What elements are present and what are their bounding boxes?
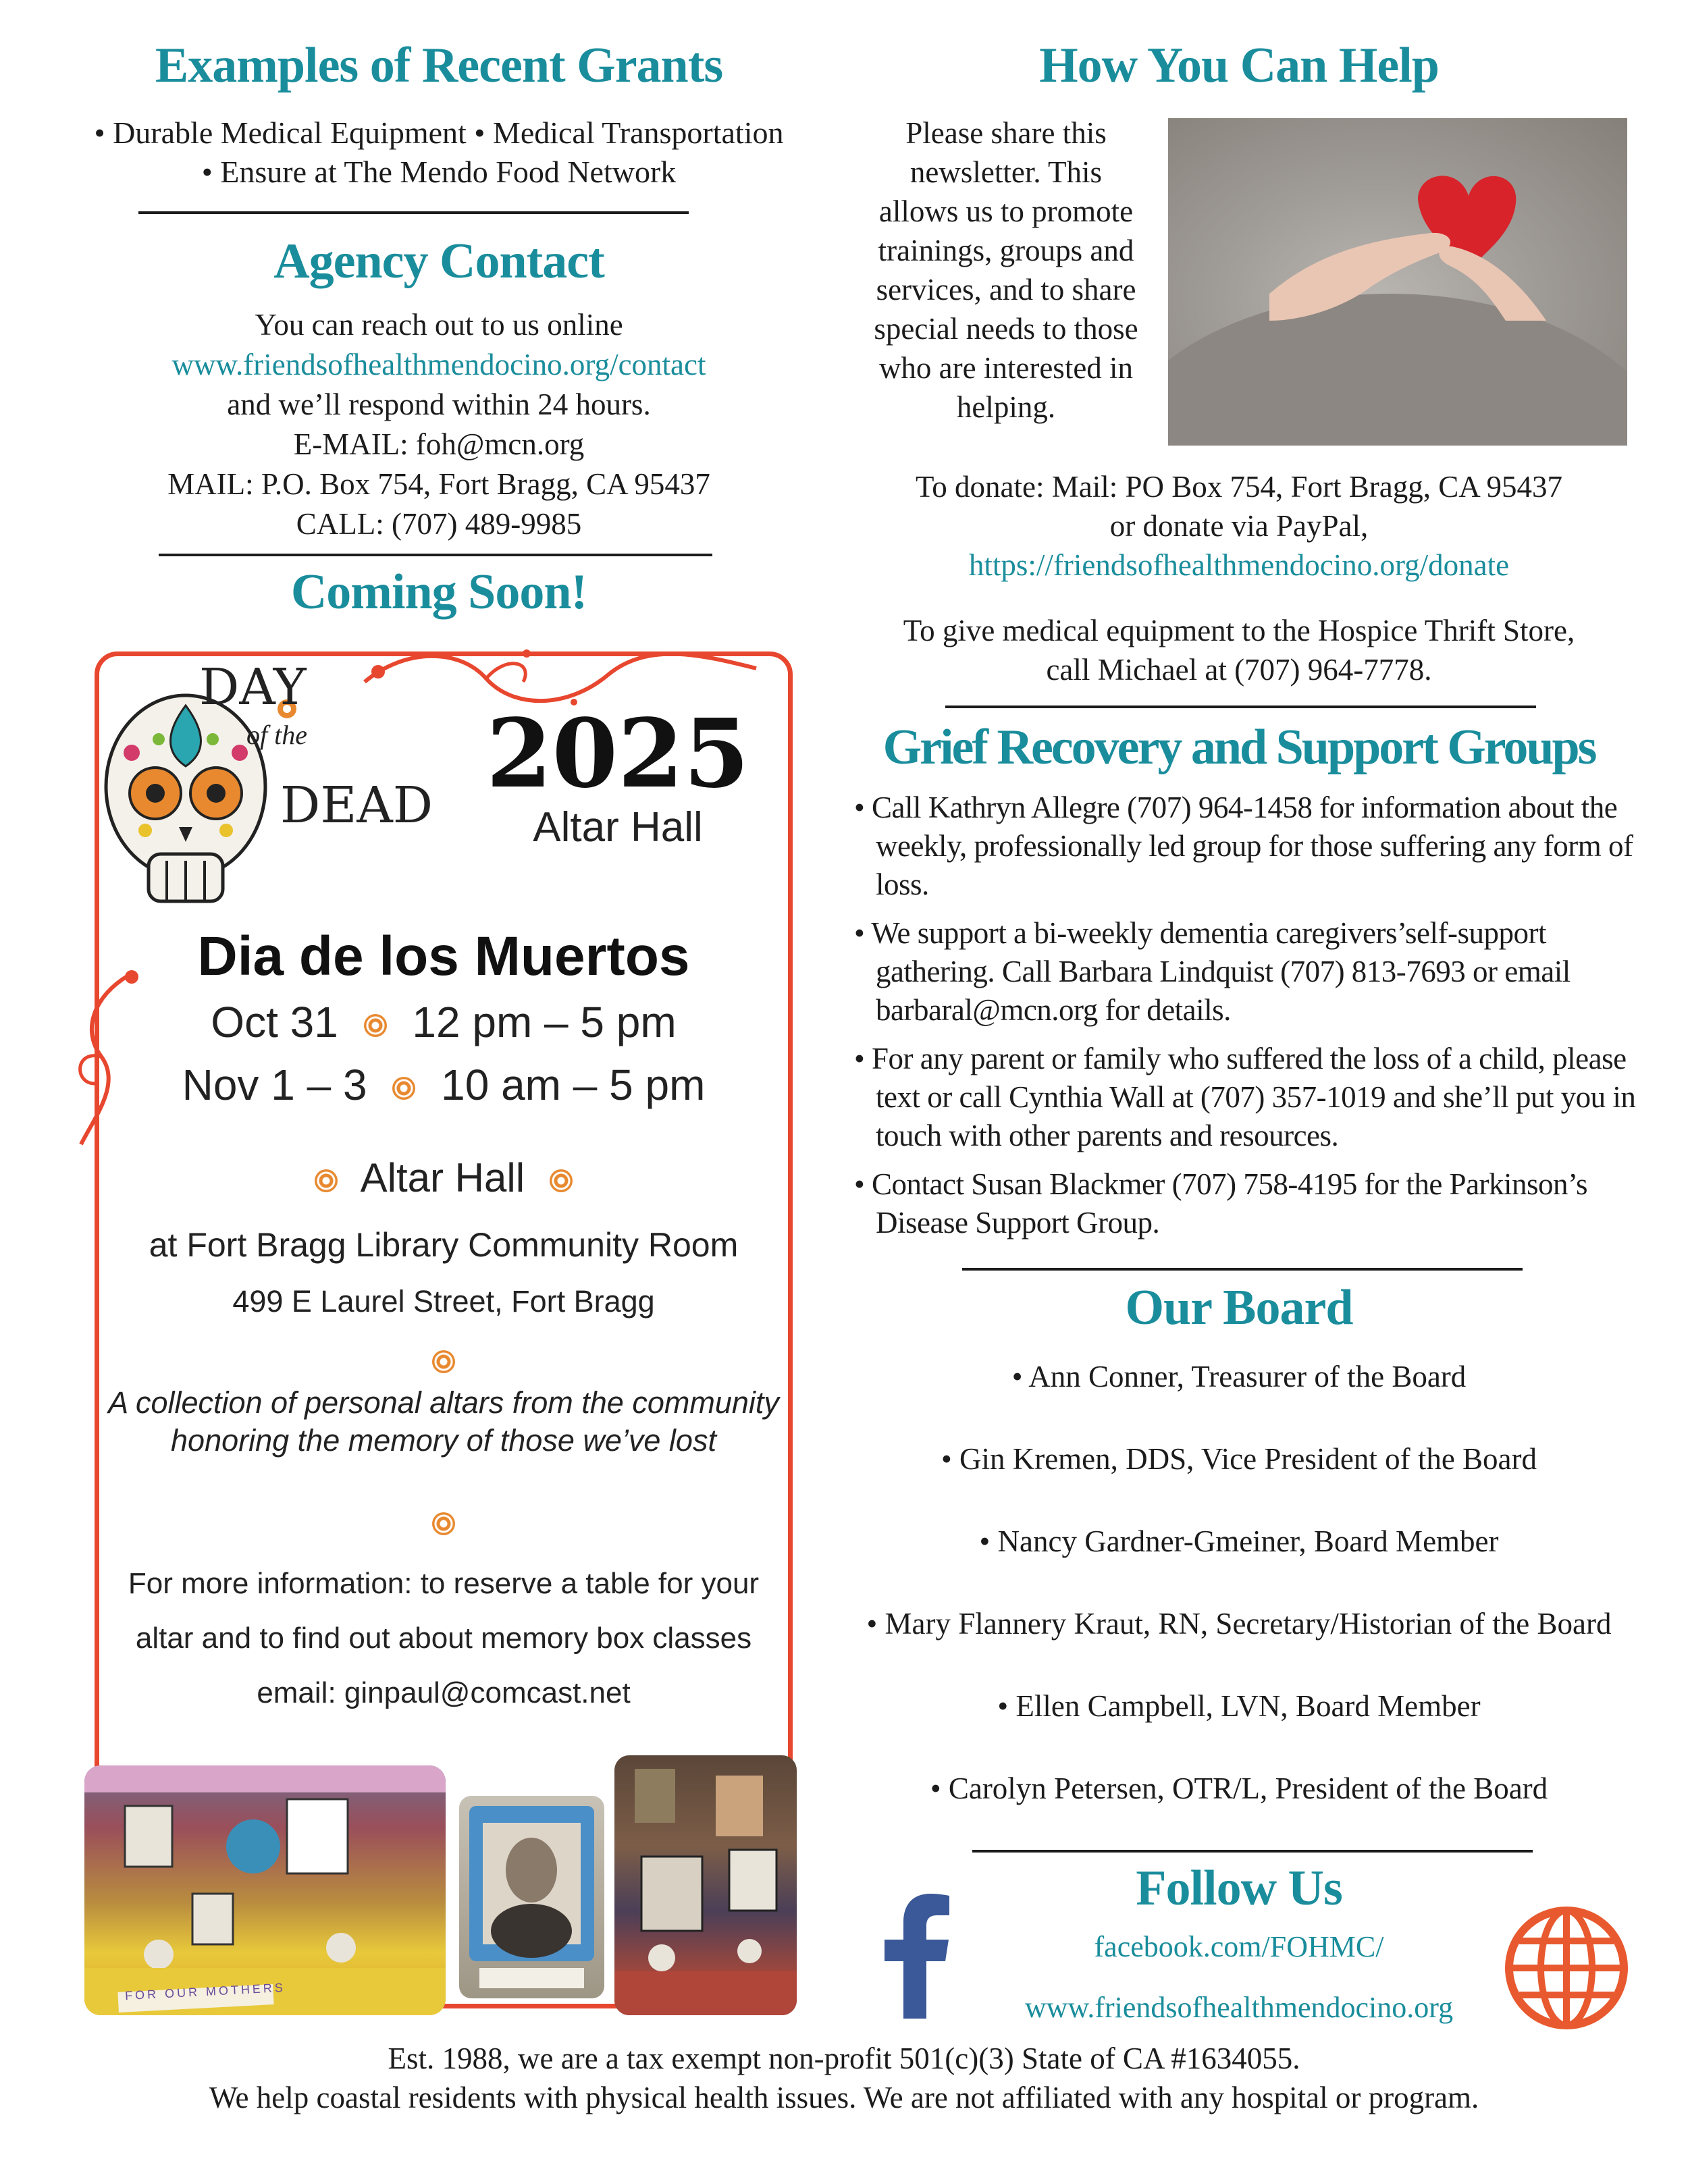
footer xyxy=(0,2039,1688,2117)
altar-photo xyxy=(614,1755,797,2015)
event-date: Nov 1 – 3 xyxy=(182,1061,367,1109)
grants-title: Examples of Recent Grants xyxy=(155,38,723,93)
event-time: 12 pm – 5 pm xyxy=(412,998,677,1046)
board-member: • Ellen Campbell, LVN, Board Member xyxy=(997,1689,1481,1723)
help-text xyxy=(851,113,1161,427)
event-time: 10 am – 5 pm xyxy=(441,1061,706,1109)
footer-line: We help coastal residents with physical health issues. We are not affiliated with any hospital or program. xyxy=(209,2081,1479,2114)
event-venue: at Fort Bragg Library Community Room xyxy=(149,1226,739,1264)
event-description-line: honoring the memory of those we’ve lost xyxy=(171,1423,716,1458)
sunburst-icon xyxy=(315,1169,338,1192)
board-member: • Ann Conner, Treasurer of the Board xyxy=(1011,1360,1467,1393)
sunburst-icon xyxy=(392,1077,415,1100)
donate-link[interactable]: https://friendsofhealthmendocino.org/donate xyxy=(968,548,1510,582)
grief-title: Grief Recovery and Support Groups xyxy=(882,720,1595,775)
grants-line: • Ensure at The Mendo Food Network xyxy=(201,155,677,189)
medical-line: To give medical equipment to the Hospice Thrift Store, xyxy=(903,614,1575,647)
board-member: • Gin Kremen, DDS, Vice President of the Board xyxy=(941,1442,1537,1476)
help-line: trainings, groups and xyxy=(878,234,1134,267)
divider xyxy=(159,554,712,556)
event-description-line: A collection of personal altars from the community xyxy=(108,1385,779,1420)
list-item: • For any parent or family who suffered the loss of a child, please text or call Cynthia Wall at (707) 357-1019 and she’ll put you in touch with other parents and resources. xyxy=(854,1042,1636,1152)
event-date: Oct 31 xyxy=(211,998,338,1046)
event-description xyxy=(108,1384,779,1460)
altar-photo xyxy=(84,1765,446,2015)
donate-info xyxy=(844,467,1634,585)
grants-list xyxy=(41,113,837,192)
contact-link[interactable]: www.friendsofhealthmendocino.org/contact xyxy=(172,348,706,381)
event-year-subtitle: Altar Hall xyxy=(533,804,703,851)
logo-of-the-text: of the xyxy=(246,720,307,750)
footer-line: Est. 1988, we are a tax exempt non-profit 501(c)(3) State of CA #1634055. xyxy=(388,2042,1300,2075)
divider xyxy=(972,1850,1533,1853)
event-date-line xyxy=(95,1060,793,1110)
event-info-line: For more information: to reserve a table for your xyxy=(128,1567,760,1600)
sunburst-icon xyxy=(432,1350,455,1373)
agency-respond: and we’ll respond within 24 hours. xyxy=(227,388,651,421)
board-member: • Mary Flannery Kraut, RN, Secretary/Historian of the Board xyxy=(866,1607,1612,1641)
agency-email: E-MAIL: foh@mcn.org xyxy=(293,427,585,461)
donate-mail: To donate: Mail: PO Box 754, Fort Bragg, CA 95437 xyxy=(915,470,1563,504)
portrait-photo xyxy=(459,1796,604,1998)
medical-equipment-info xyxy=(844,611,1634,689)
follow-title: Follow Us xyxy=(1136,1861,1342,1916)
globe-icon[interactable] xyxy=(1502,1904,1631,2032)
medical-line: call Michael at (707) 964-7778. xyxy=(1046,653,1432,687)
donate-paypal: or donate via PayPal, xyxy=(1109,509,1369,543)
event-address: 499 E Laurel Street, Fort Bragg xyxy=(232,1284,655,1319)
event-title: Dia de los Muertos xyxy=(197,926,690,987)
event-email[interactable]: email: ginpaul@comcast.net xyxy=(257,1676,631,1709)
event-info xyxy=(108,1556,779,1720)
event-year: 2025 xyxy=(486,699,749,809)
event-date-line xyxy=(95,997,793,1047)
divider xyxy=(945,705,1536,708)
list-item: • We support a bi-weekly dementia caregivers’self-support gathering. Call Barbara Lindquist (707) 813-7693 or email barbaral@mcn.org for details. xyxy=(854,916,1571,1027)
list-item: • Contact Susan Blackmer (707) 758-4195 for the Parkinson’s Disease Support Group. xyxy=(854,1167,1588,1240)
board-title: Our Board xyxy=(1125,1280,1353,1335)
board-member: • Carolyn Petersen, OTR/L, President of the Board xyxy=(930,1772,1548,1805)
event-info-line: altar and to find out about memory box classes xyxy=(135,1622,752,1655)
photo-banner-text: FOR OUR MOTHERS xyxy=(124,1980,286,2003)
logo-day-text: DAY xyxy=(199,658,307,716)
board-member: • Nancy Gardner-Gmeiner, Board Member xyxy=(979,1524,1499,1558)
coming-soon-title: Coming Soon! xyxy=(290,564,587,620)
grants-line: • Durable Medical Equipment • Medical Transportation xyxy=(94,115,784,150)
facebook-icon[interactable] xyxy=(885,1894,952,2019)
help-line: Please share this xyxy=(905,116,1107,150)
list-item: • Call Kathryn Allegre (707) 964-1458 for information about the weekly, professionally led group for those suffering any form of loss. xyxy=(854,791,1633,901)
help-line: helping. xyxy=(956,390,1056,424)
day-of-the-dead-logo xyxy=(84,658,449,928)
agency-intro: You can reach out to us online xyxy=(255,308,623,342)
help-line: services, and to share xyxy=(876,273,1136,307)
help-line: who are interested in xyxy=(878,351,1134,385)
logo-dead-text: DEAD xyxy=(280,776,433,834)
website-link[interactable]: www.friendsofhealthmendocino.org xyxy=(1024,1991,1454,2024)
grief-list xyxy=(854,789,1637,1252)
agency-call: CALL: (707) 489-9985 xyxy=(296,507,582,541)
sunburst-icon xyxy=(432,1512,455,1535)
altar-hall-line xyxy=(95,1154,793,1201)
help-title: How You Can Help xyxy=(1039,38,1439,93)
sunburst-icon xyxy=(364,1014,387,1037)
facebook-link[interactable]: facebook.com/FOHMC/ xyxy=(1094,1930,1384,1963)
sunburst-icon xyxy=(550,1169,573,1192)
agency-mail: MAIL: P.O. Box 754, Fort Bragg, CA 95437 xyxy=(167,467,710,501)
agency-title: Agency Contact xyxy=(273,234,604,289)
help-line: special needs to those xyxy=(874,312,1138,346)
help-line: newsletter. This xyxy=(909,155,1103,189)
heart-hands-photo xyxy=(1168,118,1627,446)
agency-contact xyxy=(41,305,837,544)
altar-hall-label: Altar Hall xyxy=(360,1155,525,1200)
board-list xyxy=(844,1357,1634,1851)
divider xyxy=(138,211,689,214)
help-line: allows us to promote xyxy=(878,194,1134,228)
divider xyxy=(962,1268,1523,1271)
event-flyer xyxy=(95,651,797,2019)
